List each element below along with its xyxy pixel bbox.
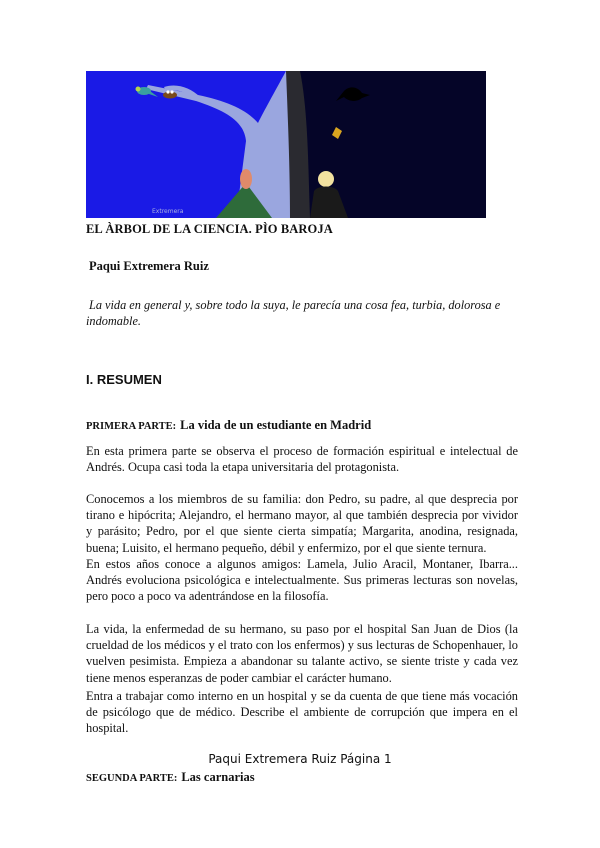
part-two-title: Las carnarias: [181, 770, 255, 784]
part-one-label: PRIMERA PARTE:: [86, 421, 177, 432]
author-name: Paqui Extremera Ruiz: [89, 259, 209, 273]
paragraph: Conocemos a los miembros de su familia: don Pedro, su padre, al que desprecia por tirano e hipócrita; Alejandro, el hermano mayor, al que también desprecia por vividor y parásito; Pedro, por el que siente cierta simpatía; Margarita, anodina, resignada, buena; Luisito, el hermano pequeño, débil y enfermizo, por el que siente ternura.: [86, 492, 518, 555]
paragraph: En esta primera parte se observa el proceso de formación espiritual e intelectual de Andrés. Ocupa casi toda la etapa universitaria del protagonista.: [86, 444, 518, 475]
paragraph: Entra a trabajar como interno en un hospital y se da cuenta de que tiene más vocación de psicólogo que de médico. Describe el ambiente de corrupción que impera en el hospital.: [86, 689, 518, 736]
figure-head-left: [240, 169, 252, 189]
part-one-heading: [86, 416, 371, 434]
part-two-heading: [86, 768, 255, 786]
paragraph: La vida, la enfermedad de su hermano, su paso por el hospital San Juan de Dios (la crueldad de los médicos y el trato con los enfermos) y sus lecturas de Schopenhauer, lo vuelven pesimista. Empieza a abandonar su talante activo, se siente triste y cada vez tiene menos esperanzas de poder cambiar el carácter humano.: [86, 622, 518, 685]
signature: Extremera: [152, 208, 184, 215]
cover-illustration: [86, 71, 486, 218]
page-footer: Paqui Extremera Ruiz Página 1: [208, 752, 392, 766]
part-one-title: La vida de un estudiante en Madrid: [180, 418, 372, 432]
epigraph: La vida en general y, sobre todo la suya, le parecía una cosa fea, turbia, dolorosa e indomable.: [86, 298, 501, 328]
part-two-label: SEGUNDA PARTE:: [86, 773, 178, 784]
paragraph: En estos años conoce a algunos amigos: Lamela, Julio Aracil, Montaner, Ibarra... Andrés evoluciona psicológica e intelectualmente. Sus primeras lecturas son novelas, pero poco a poco va adentrándose en la filosofía.: [86, 557, 518, 604]
document-title: EL ÀRBOL DE LA CIENCIA. PÌO BAROJA: [86, 222, 333, 236]
section-heading: I. RESUMEN: [86, 372, 162, 387]
